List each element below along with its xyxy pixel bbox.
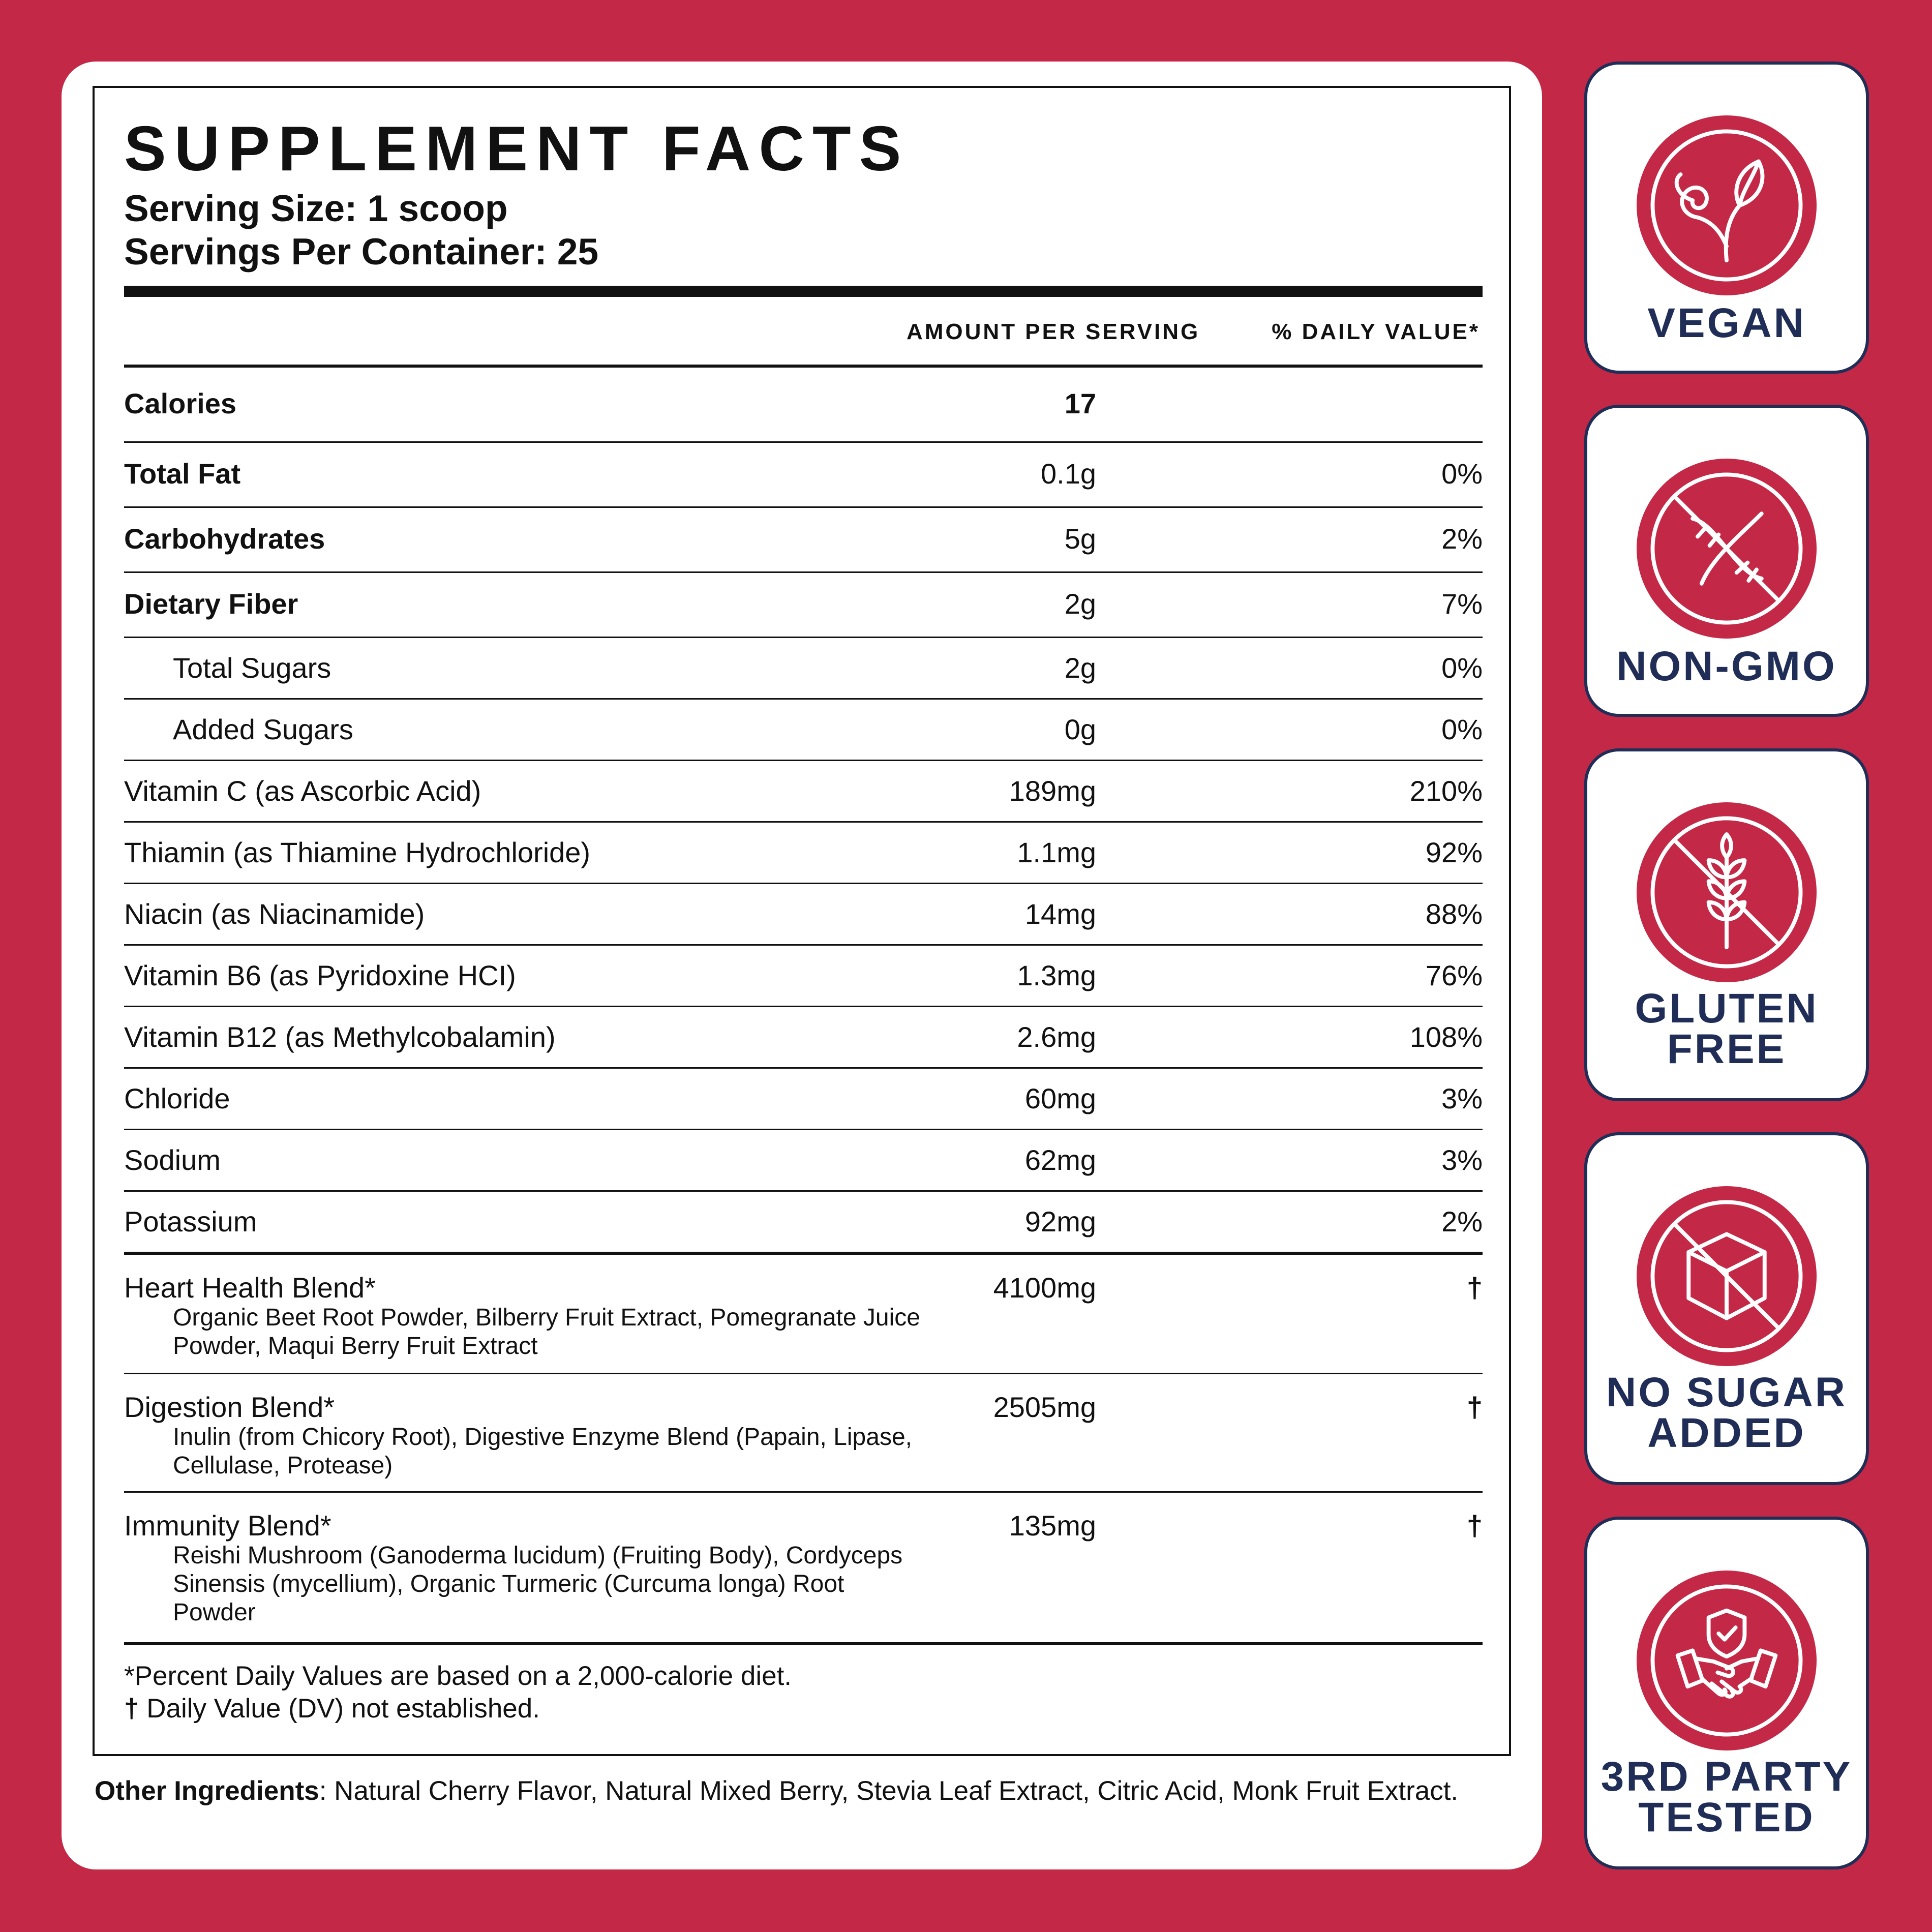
nutrient-amount: 2.6mg (1017, 1021, 1096, 1053)
nutrient-daily-value: 0% (1441, 458, 1483, 490)
serving-size: Serving Size: 1 scoop (124, 188, 508, 229)
blend-row-immunity (124, 1493, 1483, 1645)
nutrient-row (124, 761, 1483, 823)
nutrient-name: Potassium (124, 1205, 257, 1237)
nutrient-amount: 92mg (1024, 1205, 1096, 1237)
footnote-text: Daily Value (DV) not established. (139, 1694, 540, 1724)
badge-label: FREE (1667, 1026, 1787, 1072)
badge-label: ADDED (1647, 1410, 1806, 1456)
nutrient-amount: 1.1mg (1017, 836, 1096, 868)
footnote-percent-daily-value: *Percent Daily Values are based on a 2,000-calorie diet. (124, 1661, 792, 1691)
nutrient-amount: 2g (1064, 588, 1096, 620)
nutrient-name: Chloride (124, 1082, 230, 1114)
badge-label: NO SUGAR (1606, 1369, 1847, 1415)
nutrient-amount: 2g (1064, 652, 1096, 684)
nutrient-name: Total Fat (124, 458, 241, 490)
no-sugar-cube-icon (1637, 1186, 1817, 1366)
nutrient-daily-value: 108% (1409, 1021, 1483, 1053)
nutrient-row (124, 1007, 1483, 1069)
nutrient-row (124, 946, 1483, 1007)
daily-value-column-header: % DAILY VALUE* (1272, 319, 1480, 344)
nutrient-daily-value: 2% (1441, 1205, 1483, 1237)
nutrient-amount: 189mg (1009, 775, 1096, 807)
nutrient-row (124, 700, 1483, 761)
third-party-handshake-icon (1637, 1571, 1817, 1750)
badge-no-sugar-added (1584, 1132, 1869, 1485)
blend-name: Heart Health Blend* (124, 1272, 376, 1304)
footnote-daily-value-not-established (124, 1693, 540, 1725)
nutrient-name: Total Sugars (173, 652, 331, 684)
nutrient-daily-value: 3% (1441, 1144, 1483, 1176)
blend-amount: 2505mg (993, 1391, 1096, 1423)
dagger-mark: † (1466, 1391, 1483, 1423)
dagger-mark: † (124, 1694, 139, 1724)
badge-non-gmo (1584, 405, 1869, 717)
nutrient-daily-value: 7% (1441, 588, 1483, 620)
nutrient-daily-value: 210% (1409, 775, 1483, 807)
nutrient-row (124, 1069, 1483, 1130)
blend-name: Immunity Blend* (124, 1510, 331, 1542)
nutrient-row (124, 443, 1483, 508)
nutrient-daily-value: 0% (1441, 713, 1483, 745)
non-gmo-dna-icon (1637, 459, 1817, 639)
badge-gluten-free (1584, 748, 1869, 1101)
badge-third-party-tested (1584, 1517, 1869, 1869)
supplement-facts-card (62, 62, 1542, 1869)
amount-column-header: AMOUNT PER SERVING (907, 319, 1200, 344)
badge-label: 3RD PARTY (1601, 1754, 1853, 1800)
blend-name: Digestion Blend* (124, 1391, 335, 1423)
nutrient-amount: 0g (1064, 713, 1096, 745)
nutrient-daily-value: 92% (1425, 836, 1483, 868)
facts-title: SUPPLEMENT FACTS (124, 114, 910, 184)
nutrient-amount: 0.1g (1041, 458, 1096, 490)
supplement-facts-panel (93, 86, 1511, 1756)
blend-amount: 135mg (1009, 1510, 1096, 1542)
nutrient-amount: 1.3mg (1017, 959, 1096, 991)
badge-label: TESTED (1638, 1794, 1815, 1840)
other-ingredients-label: Other Ingredients (95, 1776, 319, 1806)
blend-row-digestion (124, 1374, 1483, 1493)
nutrient-name: Calories (124, 387, 236, 419)
nutrient-daily-value: 0% (1441, 652, 1483, 684)
vegan-sprout-icon (1637, 115, 1817, 295)
dagger-mark: † (1466, 1510, 1483, 1542)
blend-ingredients: Organic Beet Root Powder, Bilberry Fruit Extract, Pomegranate Juice Powder, Maqui Berry Fruit Extract (173, 1304, 920, 1360)
blend-ingredients: Reishi Mushroom (Ganoderma lucidum) (Fruiting Body), Cordyceps Sinensis (mycellium), Organic Turmeric (Curcuma longa) Root Powder (173, 1542, 903, 1626)
nutrient-row (124, 573, 1483, 638)
nutrient-name: Carbohydrates (124, 523, 325, 555)
badge-label: VEGAN (1647, 300, 1806, 346)
blend-amount: 4100mg (993, 1272, 1096, 1304)
nutrient-row (124, 823, 1483, 884)
nutrient-row (124, 1130, 1483, 1192)
nutrient-name: Sodium (124, 1144, 221, 1176)
nutrient-daily-value: 76% (1425, 959, 1483, 991)
nutrient-name: Niacin (as Niacinamide) (124, 898, 425, 930)
gluten-free-wheat-icon (1637, 802, 1817, 982)
blend-row-heart-health (124, 1255, 1483, 1374)
badge-label: NON-GMO (1616, 643, 1837, 689)
nutrient-daily-value: 2% (1441, 523, 1483, 555)
nutrient-amount: 62mg (1024, 1144, 1096, 1176)
dagger-mark: † (1466, 1272, 1483, 1304)
nutrient-name: Vitamin B12 (as Methylcobalamin) (124, 1021, 556, 1053)
nutrient-row-calories (124, 368, 1483, 443)
nutrient-daily-value: 3% (1441, 1082, 1483, 1114)
other-ingredients (95, 1775, 1513, 1807)
nutrient-daily-value: 88% (1425, 898, 1483, 930)
nutrient-amount: 14mg (1024, 898, 1096, 930)
nutrient-amount: 60mg (1024, 1082, 1096, 1114)
badge-vegan (1584, 62, 1869, 374)
nutrient-amount: 5g (1064, 523, 1096, 555)
nutrient-name: Added Sugars (173, 713, 353, 745)
divider (124, 286, 1483, 297)
nutrient-row (124, 884, 1483, 946)
nutrient-name: Vitamin C (as Ascorbic Acid) (124, 775, 481, 807)
nutrient-name: Thiamin (as Thiamine Hydrochloride) (124, 836, 591, 868)
other-ingredients-text: : Natural Cherry Flavor, Natural Mixed Berry, Stevia Leaf Extract, Citric Acid, Monk Fruit Extract. (319, 1776, 1459, 1806)
nutrient-name: Dietary Fiber (124, 588, 298, 620)
nutrient-row (124, 508, 1483, 573)
nutrient-amount: 17 (1064, 387, 1096, 419)
badge-label: GLUTEN (1635, 985, 1819, 1032)
nutrient-name: Vitamin B6 (as Pyridoxine HCI) (124, 959, 516, 991)
nutrient-row (124, 638, 1483, 700)
servings-per-container: Servings Per Container: 25 (124, 231, 599, 273)
blend-ingredients: Inulin (from Chicory Root), Digestive Enzyme Blend (Papain, Lipase, Cellulase, Protease) (173, 1424, 912, 1479)
nutrient-row (124, 1192, 1483, 1255)
